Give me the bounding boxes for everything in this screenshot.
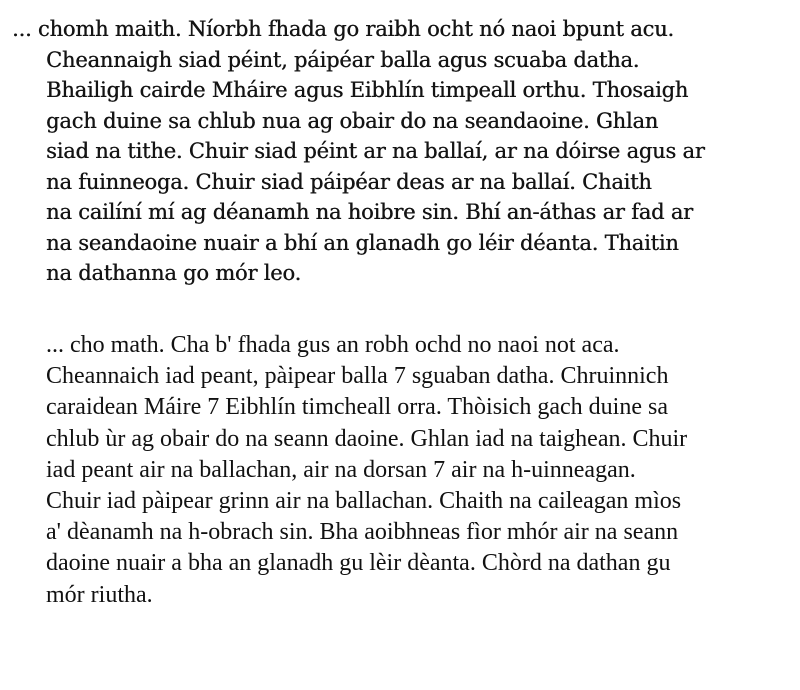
irish-line-2: Cheannaigh siad péint, páipéar balla agus scuaba datha. [46, 47, 640, 72]
gaelic-line-1: ... cho math. Cha b' fhada gus an robh ochd no naoi not aca. [46, 332, 620, 358]
irish-line-3: Bhailigh cairde Mháire agus Eibhlín timpeall orthu. Thosaigh [46, 78, 689, 102]
irish-line-6: na fuinneoga. Chuir siad páipéar deas ar na ballaí. Chaith [46, 169, 652, 194]
gaelic-line-7: a' dèanamh na h-obrach sin. Bha aoibhneas fìor mhór air na seann [46, 519, 679, 546]
irish-line-9: na dathanna go mór leo. [46, 261, 301, 285]
irish-line-5: siad na tithe. Chuir siad péint ar na ballaí, ar na dóirse agus ar [46, 139, 705, 163]
gaelic-line-8: daoine nuair a bha an glanadh gu lèir dèanta. Chòrd na dathan gu [46, 550, 671, 577]
irish-line-1: ... chomh maith. Níorbh fhada go raibh ocht nó naoi bpunt acu. [12, 17, 674, 41]
irish-line-7: na cailíní mí ag déanamh na hoibre sin. Bhí an-áthas ar fad ar [46, 200, 693, 224]
irish-line-8: na seandaoine nuair a bhí an glanadh go léir déanta. Thaitin [46, 230, 679, 255]
gaelic-line-2: Cheannaich iad peant, pàipear balla 7 sguaban datha. Chruinnich [46, 363, 669, 390]
irish-passage-scan [12, 14, 792, 289]
gaelic-passage [46, 330, 786, 611]
gaelic-line-3: caraidean Máire 7 Eibhlín timcheall orra. Thòisich gach duine sa [46, 394, 668, 421]
gaelic-line-5: iad peant air na ballachan, air na dorsan 7 air na h-uinneagan. [46, 456, 636, 483]
gaelic-line-4: chlub ùr ag obair do na seann daoine. Ghlan iad na taighean. Chuir [46, 425, 688, 452]
gaelic-line-6: Chuir iad pàipear grinn air na ballachan. Chaith na caileagan mìos [46, 488, 682, 515]
gaelic-line-9: mór riutha. [46, 581, 153, 608]
irish-line-4: gach duine sa chlub nua ag obair do na seandaoine. Ghlan [46, 108, 658, 133]
